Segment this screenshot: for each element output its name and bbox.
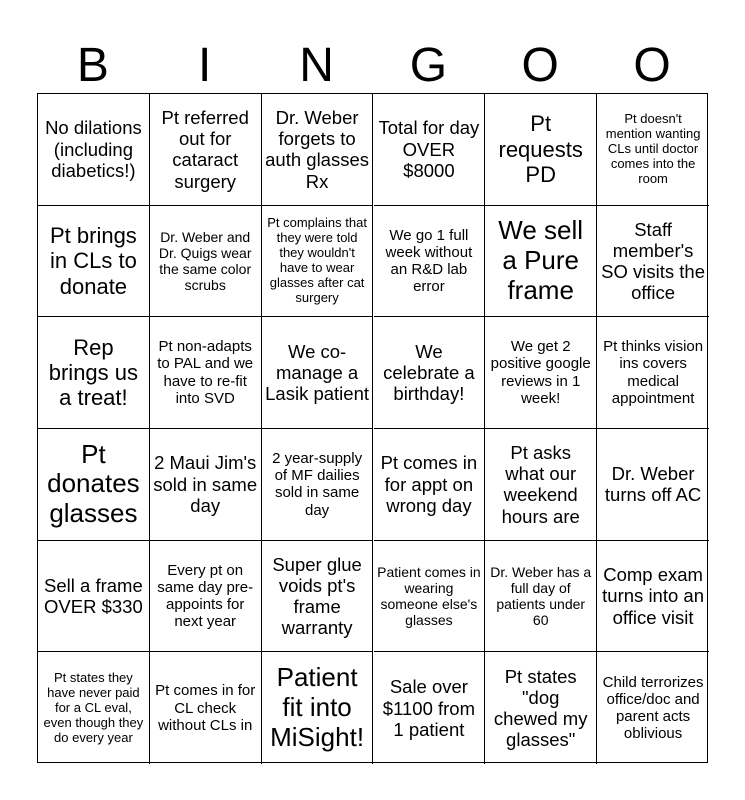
bingo-cell[interactable] bbox=[597, 652, 709, 764]
bingo-cell[interactable] bbox=[38, 206, 150, 318]
cell-text: Super glue voids pt's frame warranty bbox=[272, 553, 362, 639]
bingo-cell[interactable] bbox=[262, 429, 374, 541]
cell-text: Pt comes in for appt on wrong day bbox=[380, 452, 478, 516]
cell-text: Child terrorizes office/doc and parent acts oblivious bbox=[602, 673, 704, 743]
cell-text: Total for day OVER $8000 bbox=[378, 117, 480, 181]
cell-text: Dr. Weber turns off AC bbox=[604, 463, 702, 506]
cell-text: Pt requests PD bbox=[498, 111, 583, 187]
bingo-cell[interactable] bbox=[597, 317, 709, 429]
bingo-cell[interactable] bbox=[485, 541, 597, 653]
cell-text: Pt states "dog chewed my glasses" bbox=[493, 665, 588, 751]
bingo-header bbox=[37, 38, 708, 93]
cell-text: Patient fit into MiSight! bbox=[270, 662, 365, 753]
bingo-cell[interactable] bbox=[374, 541, 486, 653]
header-letter-i: I bbox=[198, 39, 212, 92]
cell-text: Every pt on same day pre-appoints for next year bbox=[157, 561, 254, 631]
bingo-cell[interactable] bbox=[150, 429, 262, 541]
bingo-cell[interactable] bbox=[38, 541, 150, 653]
bingo-cell[interactable] bbox=[485, 317, 597, 429]
bingo-cell[interactable] bbox=[38, 317, 150, 429]
cell-text: Dr. Weber forgets to auth glasses Rx bbox=[265, 106, 370, 192]
bingo-cell[interactable] bbox=[150, 541, 262, 653]
cell-text: Pt donates glasses bbox=[47, 438, 140, 529]
cell-text: Pt non-adapts to PAL and we have to re-fit into SVD bbox=[157, 338, 254, 407]
cell-text: Pt states they have never paid for a CL eval, even though they do every year bbox=[43, 669, 144, 745]
cell-text: We sell a Pure frame bbox=[498, 215, 584, 305]
cell-text: 2 Maui Jim's sold in same day bbox=[153, 452, 258, 516]
bingo-cell[interactable] bbox=[262, 94, 374, 206]
bingo-cell[interactable] bbox=[150, 317, 262, 429]
bingo-cell[interactable] bbox=[597, 541, 709, 653]
cell-text: Staff member's SO visits the office bbox=[601, 218, 705, 304]
bingo-cell[interactable] bbox=[374, 317, 486, 429]
cell-text: Rep brings us a treat! bbox=[48, 334, 139, 411]
bingo-cell[interactable] bbox=[374, 652, 486, 764]
cell-text: Patient comes in wearing someone else's glasses bbox=[377, 563, 481, 629]
bingo-cell[interactable] bbox=[485, 206, 597, 318]
cell-text: Pt complains that they were told they wouldn't have to wear glasses after cat surgery bbox=[267, 215, 367, 305]
bingo-cell[interactable] bbox=[597, 206, 709, 318]
cell-text: Pt referred out for cataract surgery bbox=[161, 106, 249, 192]
cell-text: Pt thinks vision ins covers medical appointment bbox=[603, 338, 704, 407]
bingo-cell[interactable] bbox=[485, 429, 597, 541]
bingo-cell[interactable] bbox=[485, 94, 597, 206]
cell-text: Sale over $1100 from 1 patient bbox=[382, 676, 475, 740]
bingo-cell[interactable] bbox=[374, 206, 486, 318]
cell-text: Pt doesn't mention wanting CLs until doctor comes into the room bbox=[605, 111, 701, 186]
cell-text: 2 year-supply of MF dailies sold in same day bbox=[272, 449, 363, 519]
bingo-cell[interactable] bbox=[485, 652, 597, 764]
bingo-cell[interactable] bbox=[374, 429, 486, 541]
cell-text: Dr. Weber and Dr. Quigs wear the same color scrubs bbox=[158, 228, 252, 294]
bingo-cell[interactable] bbox=[38, 429, 150, 541]
cell-text: We celebrate a birthday! bbox=[383, 340, 475, 405]
header-letter-g: G bbox=[409, 39, 448, 92]
bingo-cell[interactable] bbox=[262, 652, 374, 764]
cell-text: No dilations (including diabetics!) bbox=[45, 117, 142, 181]
bingo-cell[interactable] bbox=[38, 652, 150, 764]
cell-text: We co-manage a Lasik patient bbox=[265, 340, 370, 405]
bingo-cell[interactable] bbox=[38, 94, 150, 206]
bingo-cell[interactable] bbox=[597, 429, 709, 541]
bingo-cell[interactable] bbox=[150, 652, 262, 764]
bingo-cell[interactable] bbox=[262, 206, 374, 318]
header-letter-n: N bbox=[299, 39, 334, 92]
cell-text: Dr. Weber has a full day of patients under 60 bbox=[490, 563, 592, 629]
cell-text: Pt brings in CLs to donate bbox=[49, 223, 137, 299]
bingo-cell[interactable] bbox=[150, 94, 262, 206]
cell-text: Pt comes in for CL check without CLs in bbox=[155, 682, 256, 734]
cell-text: We go 1 full week without an R&D lab error bbox=[385, 226, 473, 296]
header-letter-b: B bbox=[76, 39, 109, 92]
cell-text: Comp exam turns into an office visit bbox=[602, 564, 704, 628]
bingo-cell[interactable] bbox=[262, 541, 374, 653]
bingo-cell[interactable] bbox=[374, 94, 486, 206]
bingo-cell[interactable] bbox=[597, 94, 709, 206]
cell-text: Sell a frame OVER $330 bbox=[44, 574, 143, 618]
bingo-cell[interactable] bbox=[262, 317, 374, 429]
header-letter-o1: O bbox=[521, 39, 559, 92]
bingo-cell[interactable] bbox=[150, 206, 262, 318]
cell-text: We get 2 positive google reviews in 1 week! bbox=[490, 338, 591, 407]
cell-text: Pt asks what our weekend hours are bbox=[501, 441, 580, 527]
header-letter-o2: O bbox=[633, 39, 671, 92]
bingo-grid bbox=[37, 93, 708, 763]
